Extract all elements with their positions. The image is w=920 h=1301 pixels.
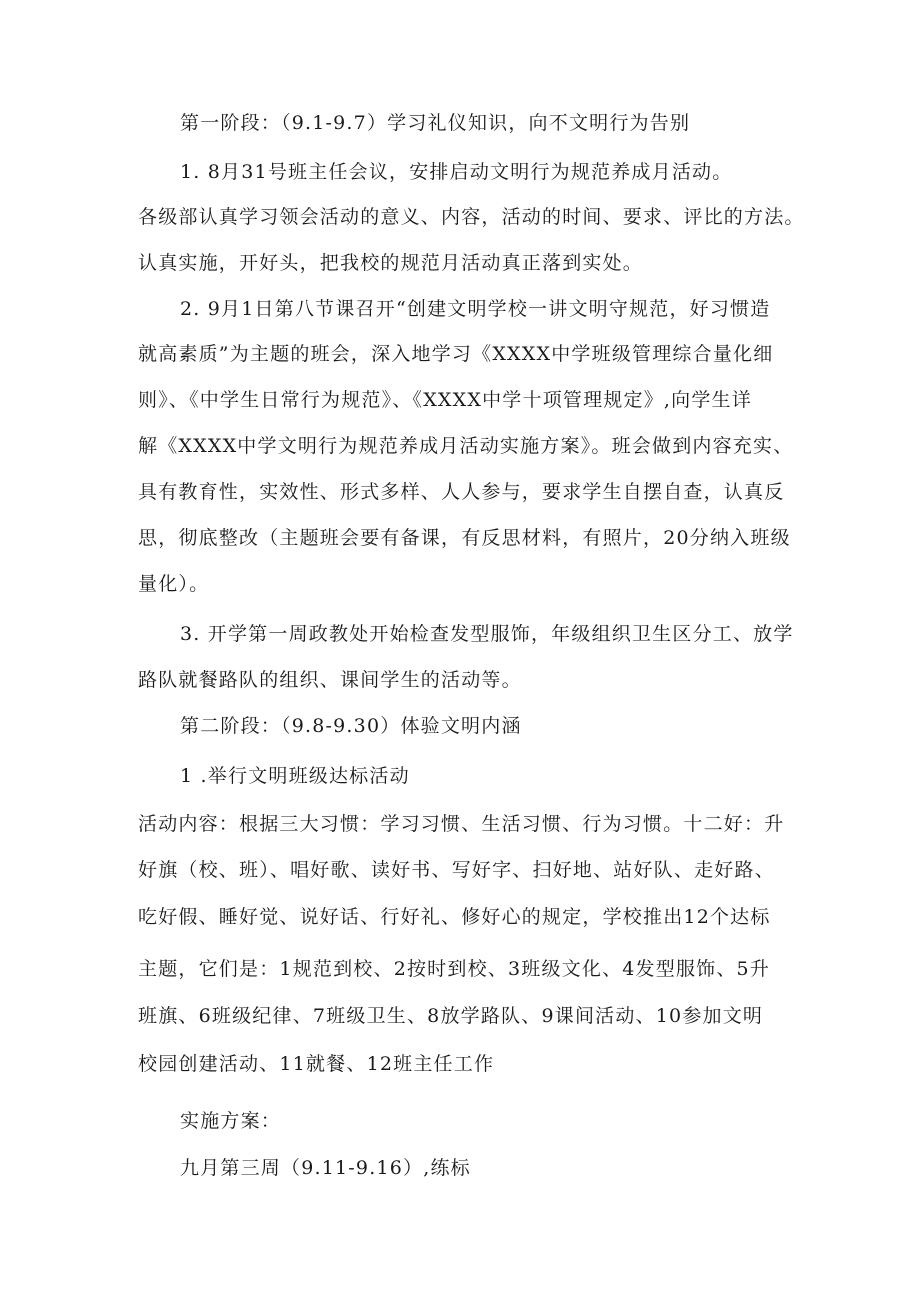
- activity-content-line3: 吃好假、睡好觉、说好话、行好礼、修好心的规定，学校推出12个达标: [138, 906, 771, 928]
- item2-line3: 则》、《中学生日常行为规范》、《XXXX中学十项管理规定》,向学生详: [138, 389, 752, 411]
- item1-line3: 认真实施，开好头，把我校的规范月活动真正落到实处。: [138, 252, 644, 274]
- activity-content-line4: 主题，它们是：1规范到校、2按时到校、3班级文化、4发型服饰、5升: [138, 958, 771, 980]
- item2-line6: 思，彻底整改（主题班会要有备课，有反思材料，有照片，20分纳入班级: [138, 527, 791, 549]
- activity-content-line1: 活动内容：根据三大习惯：学习习惯、生活习惯、行为习惯。十二好：升: [138, 813, 785, 835]
- stage1-heading: 第一阶段：（9.1-9.7）学习礼仪知识，向不文明行为告别: [180, 112, 691, 134]
- week3-line: 九月第三周（9.11-9.16）,练标: [180, 1157, 471, 1179]
- item1-line1: 1. 8月31号班主任会议，安排启动文明行为规范养成月活动。: [180, 161, 733, 183]
- item2-line2: 就高素质”为主题的班会，深入地学习《XXXX中学班级管理综合量化细: [138, 343, 774, 365]
- activity-content-line2: 好旗（校、班）、唱好歌、读好书、写好字、扫好地、站好队、走好路、: [138, 859, 775, 881]
- item2-line4: 解《XXXX中学文明行为规范养成月活动实施方案》。班会做到内容充实、: [138, 435, 794, 457]
- activity1-heading: 1 .举行文明班级达标活动: [180, 765, 410, 787]
- item1-line2: 各级部认真学习领会活动的意义、内容，活动的时间、要求、评比的方法。: [138, 206, 805, 228]
- item3-line2: 路队就餐路队的组织、课间学生的活动等。: [138, 669, 522, 691]
- item2-line7: 量化）。: [138, 573, 210, 595]
- activity-content-line5: 班旗、6班级纪律、7班级卫生、8放学路队、9课间活动、10参加文明: [138, 1005, 764, 1027]
- item3-line1: 3. 开学第一周政教处开始检查发型服饰，年级组织卫生区分工、放学: [180, 623, 794, 645]
- item2-line1: 2. 9月1日第八节课召开“创建文明学校一讲文明守规范，好习惯造: [180, 298, 771, 320]
- stage2-heading: 第二阶段：（9.8-9.30）体验文明内涵: [180, 715, 522, 737]
- activity-content-line6: 校园创建活动、11就餐、12班主任工作: [138, 1053, 495, 1075]
- plan-heading: 实施方案：: [180, 1110, 282, 1132]
- item2-line5: 具有教育性，实效性、形式多样、人人参与，要求学生自摆自查，认真反: [138, 481, 785, 503]
